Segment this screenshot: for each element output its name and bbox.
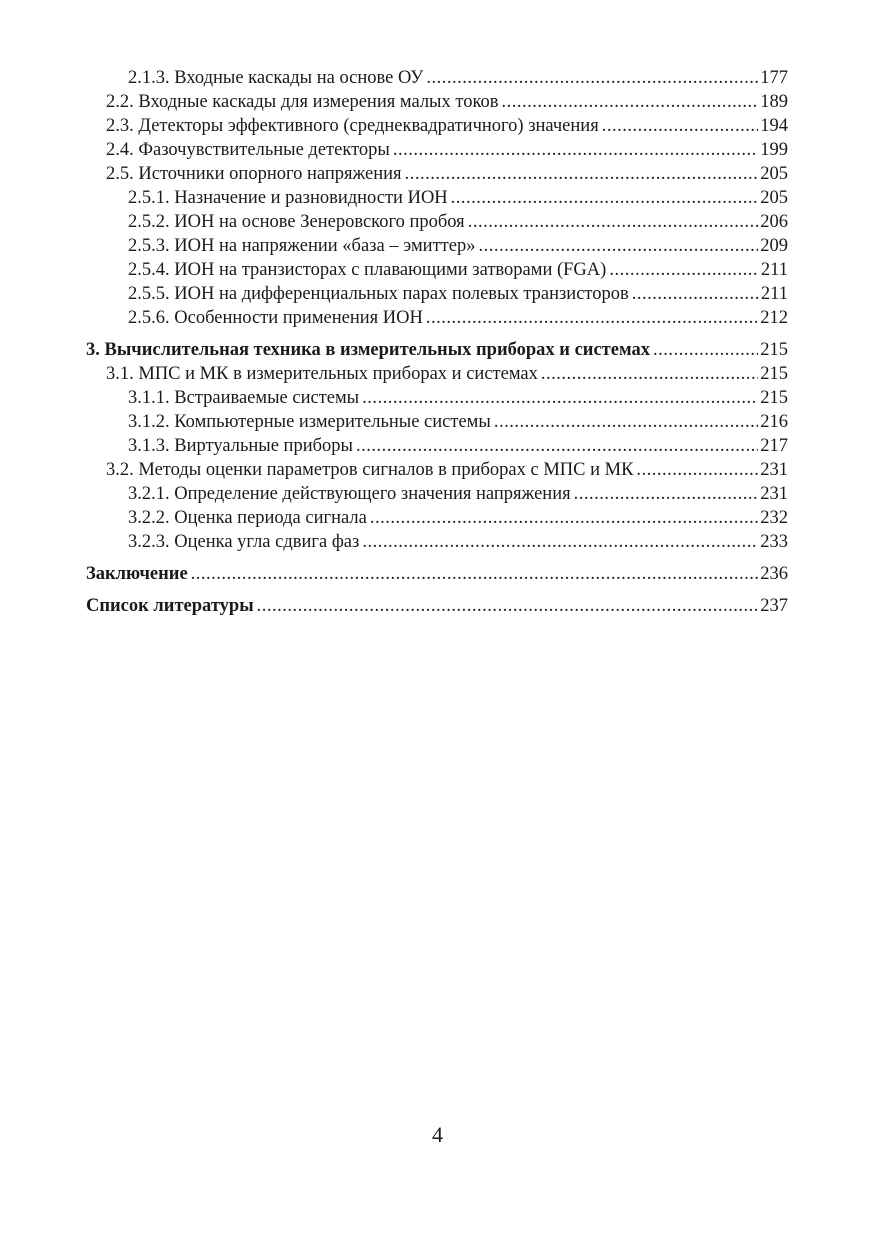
dot-leader	[405, 162, 759, 186]
dot-leader	[362, 530, 758, 554]
toc-entry-title: 2.5.6. Особенности применения ИОН	[128, 308, 423, 328]
dot-leader	[468, 210, 759, 234]
toc-entry-page: 232	[760, 508, 788, 528]
dot-leader	[191, 562, 759, 586]
toc-entry-title: 2.5.1. Назначение и разновидности ИОН	[128, 188, 448, 208]
dot-leader	[426, 66, 758, 90]
toc-entry-title: 3.1.1. Встраиваемые системы	[128, 388, 360, 408]
toc-entry-2-3[interactable]	[86, 114, 788, 138]
toc-entry-3-1-3[interactable]	[86, 434, 788, 458]
toc-entry-page: 211	[760, 260, 788, 280]
table-of-contents	[86, 66, 788, 618]
dot-leader	[501, 90, 758, 114]
toc-entry-title: 2.4. Фазочувствительные детекторы	[106, 140, 390, 160]
toc-entry-page: 216	[760, 412, 788, 432]
toc-entry-title: 2.2. Входные каскады для измерения малых токов	[106, 92, 499, 112]
toc-entry-2-5-3[interactable]	[86, 234, 788, 258]
toc-entry-2-2[interactable]	[86, 90, 788, 114]
toc-entry-2-5-6[interactable]	[86, 306, 788, 330]
toc-entry-page: 215	[760, 364, 788, 384]
toc-entry-page: 236	[760, 564, 788, 584]
toc-entry-page: 231	[760, 460, 788, 480]
toc-entry-2-5-4[interactable]	[86, 258, 788, 282]
dot-leader	[257, 594, 759, 618]
toc-entry-title: 2.5.2. ИОН на основе Зенеровского пробоя	[128, 212, 465, 232]
toc-entry-title: 2.5. Источники опорного напряжения	[106, 164, 402, 184]
toc-entry-2-1-3[interactable]	[86, 66, 788, 90]
toc-entry-2-5-2[interactable]	[86, 210, 788, 234]
toc-entry-3-2-3[interactable]	[86, 530, 788, 554]
dot-leader	[362, 386, 758, 410]
toc-entry-3-2-2[interactable]	[86, 506, 788, 530]
toc-entry-page: 194	[760, 116, 788, 136]
toc-entry-title: 3.1. МПС и МК в измерительных приборах и системах	[106, 364, 538, 384]
dot-leader	[494, 410, 758, 434]
toc-entry-page: 205	[760, 188, 788, 208]
toc-entry-title: 2.5.4. ИОН на транзисторах с плавающими затворами (FGA)	[128, 260, 607, 280]
dot-leader	[602, 114, 759, 138]
dot-leader	[451, 186, 759, 210]
toc-entry-2-5-5[interactable]	[86, 282, 788, 306]
toc-entry-3-1[interactable]	[86, 362, 788, 386]
dot-leader	[478, 234, 758, 258]
toc-entry-title: 3.2.3. Оценка угла сдвига фаз	[128, 532, 360, 552]
dot-leader	[653, 338, 758, 362]
dot-leader	[356, 434, 758, 458]
toc-entry-title: Заключение	[86, 564, 188, 584]
toc-entry-page: 215	[760, 340, 788, 360]
toc-entry-title: 3.2.2. Оценка периода сигнала	[128, 508, 367, 528]
toc-entry-2-5[interactable]	[86, 162, 788, 186]
toc-entry-page: 206	[760, 212, 788, 232]
toc-entry-page: 211	[760, 284, 788, 304]
toc-entry-title: 3. Вычислительная техника в измерительных приборах и системах	[86, 340, 650, 360]
page-number: 4	[432, 1122, 443, 1147]
toc-entry-3-1-1[interactable]	[86, 386, 788, 410]
toc-entry-title: 2.1.3. Входные каскады на основе ОУ	[128, 68, 424, 88]
toc-entry-page: 231	[760, 484, 788, 504]
dot-leader	[370, 506, 758, 530]
toc-entry-title: 3.2. Методы оценки параметров сигналов в приборах с МПС и МК	[106, 460, 634, 480]
dot-leader	[393, 138, 758, 162]
toc-entry-page: 237	[760, 596, 788, 616]
toc-entry-title: 2.5.5. ИОН на дифференциальных парах полевых транзисторов	[128, 284, 629, 304]
toc-entry-title: 2.3. Детекторы эффективного (среднеквадратичного) значения	[106, 116, 599, 136]
toc-entry-page: 233	[760, 532, 788, 552]
toc-entry-2-4[interactable]	[86, 138, 788, 162]
toc-entry-2-5-1[interactable]	[86, 186, 788, 210]
toc-bibliography[interactable]	[86, 594, 788, 618]
toc-entry-page: 215	[760, 388, 788, 408]
toc-entry-page: 212	[760, 308, 788, 328]
dot-leader	[632, 282, 759, 306]
toc-entry-page: 209	[760, 236, 788, 256]
toc-entry-3-1-2[interactable]	[86, 410, 788, 434]
toc-conclusion[interactable]	[86, 562, 788, 586]
dot-leader	[426, 306, 758, 330]
toc-entry-page: 177	[760, 68, 788, 88]
toc-entry-title: 3.1.2. Компьютерные измерительные системы	[128, 412, 491, 432]
dot-leader	[609, 258, 759, 282]
toc-entry-page: 189	[760, 92, 788, 112]
toc-entry-page: 205	[760, 164, 788, 184]
dot-leader	[574, 482, 759, 506]
toc-entry-title: 2.5.3. ИОН на напряжении «база – эмиттер»	[128, 236, 476, 256]
toc-entry-title: 3.1.3. Виртуальные приборы	[128, 436, 353, 456]
dot-leader	[636, 458, 758, 482]
toc-entry-page: 217	[760, 436, 788, 456]
toc-chapter-3[interactable]	[86, 338, 788, 362]
toc-entry-page: 199	[760, 140, 788, 160]
dot-leader	[541, 362, 758, 386]
toc-entry-title: 3.2.1. Определение действующего значения напряжения	[128, 484, 571, 504]
toc-entry-title: Список литературы	[86, 596, 254, 616]
toc-entry-3-2[interactable]	[86, 458, 788, 482]
toc-entry-3-2-1[interactable]	[86, 482, 788, 506]
